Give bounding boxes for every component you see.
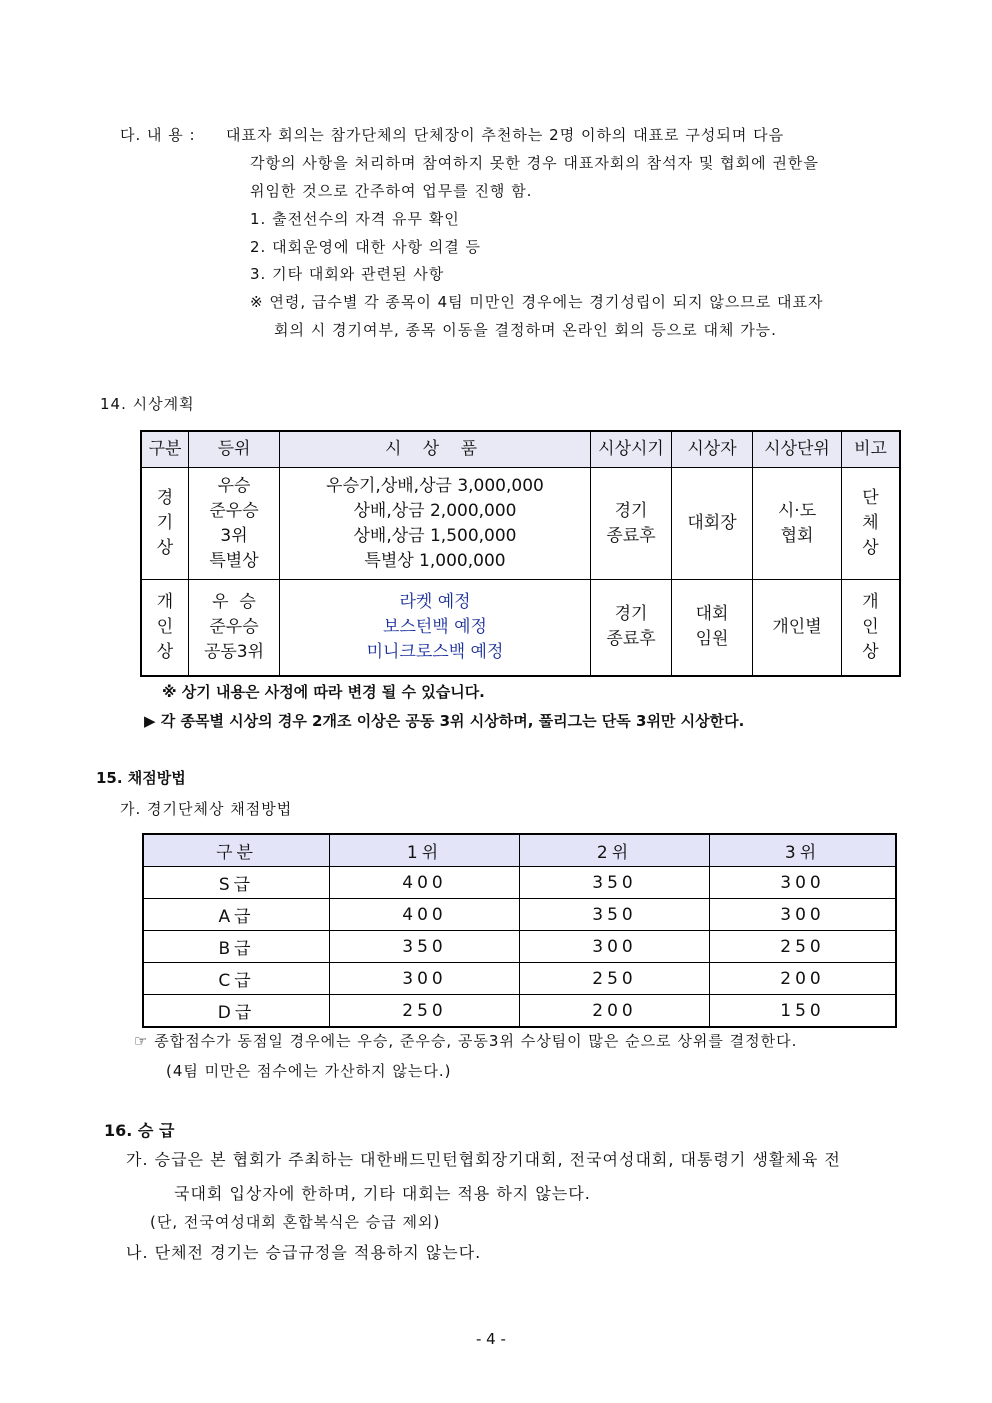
score-header-cell: 1위 <box>330 834 520 867</box>
section-da-note2: 회의 시 경기여부, 종목 이동을 결정하며 온라인 회의 등으로 대체 가능. <box>274 321 777 339</box>
award-header-cell: 구분 <box>141 431 189 468</box>
award-category-cell: 개 인 상 <box>141 580 189 676</box>
award-rank-cell: 우 승 준우승 공동3위 <box>189 580 280 676</box>
score-cell: 400 <box>330 867 520 899</box>
award-unit-cell: 개인별 <box>753 580 842 676</box>
award-prize-cell: 우승기,상배,상금 3,000,000 상배,상금 2,000,000 상배,상금 1,500,000 특별상 1,000,000 <box>280 468 591 580</box>
section-da-item-1: 1. 출전선수의 자격 유무 확인 <box>250 210 460 228</box>
award-header-cell: 시상자 <box>672 431 753 468</box>
score-cell: 400 <box>330 899 520 931</box>
section15-note1: ☞ 종합점수가 동점일 경우에는 우승, 준우승, 공동3위 수상팀이 많은 순으로 상위를 결정한다. <box>134 1032 798 1050</box>
score-cell: A급 <box>143 899 330 931</box>
section16-ga-line2: 국대회 입상자에 한하며, 기타 대회는 적용 하지 않는다. <box>174 1184 591 1203</box>
award-header-cell: 비고 <box>842 431 901 468</box>
score-cell: 250 <box>330 995 520 1028</box>
section-da-label: 다. 내 용 : <box>120 126 196 144</box>
award-category-cell: 경 기 상 <box>141 468 189 580</box>
award-header-row <box>141 431 900 468</box>
section16-title: 16. 승 급 <box>104 1121 175 1140</box>
section16-ga-line1: 가. 승급은 본 협회가 주최하는 대한배드민턴협회장기대회, 전국여성대회, 대통령기 생활체육 전 <box>126 1150 841 1169</box>
award-header-cell: 시상단위 <box>753 431 842 468</box>
score-cell: S급 <box>143 867 330 899</box>
score-header-cell: 3위 <box>710 834 897 867</box>
section-da-item-3: 3. 기타 대회와 관련된 사항 <box>250 265 445 283</box>
section14-note1: ※ 상기 내용은 사정에 따라 변경 될 수 있습니다. <box>162 683 485 701</box>
page-number: - 4 - <box>476 1330 506 1348</box>
score-header-cell: 구분 <box>143 834 330 867</box>
award-note-cell: 단 체 상 <box>842 468 901 580</box>
score-cell: B급 <box>143 931 330 963</box>
award-header-cell: 등위 <box>189 431 280 468</box>
score-cell: 350 <box>330 931 520 963</box>
award-rank-cell: 우승 준우승 3위 특별상 <box>189 468 280 580</box>
section14-title: 14. 시상계획 <box>100 395 195 413</box>
score-cell: 300 <box>330 963 520 995</box>
award-header-cell: 시 상 품 <box>280 431 591 468</box>
score-row <box>143 963 896 995</box>
section16-ga-line3: (단, 전국여성대회 혼합복식은 승급 제외) <box>150 1213 441 1231</box>
award-presenter-cell: 대회장 <box>672 468 753 580</box>
section-da-line1: 대표자 회의는 참가단체의 단체장이 추천하는 2명 이하의 대표로 구성되며 다음 <box>226 126 785 144</box>
score-cell: 200 <box>520 995 710 1028</box>
section-da-note1: ※ 연령, 급수별 각 종목이 4팀 미만인 경우에는 경기성립이 되지 않으므로 대표자 <box>250 293 824 311</box>
score-cell: 300 <box>520 931 710 963</box>
score-cell: C급 <box>143 963 330 995</box>
award-presenter-cell: 대회 임원 <box>672 580 753 676</box>
score-row <box>143 931 896 963</box>
award-prize-cell: 라켓 예정 보스턴백 예정 미니크로스백 예정 <box>280 580 591 676</box>
score-table <box>142 833 897 1028</box>
score-cell: 200 <box>710 963 897 995</box>
section15-note2: (4팀 미만은 점수에는 가산하지 않는다.) <box>166 1062 452 1080</box>
score-row <box>143 899 896 931</box>
award-timing-cell: 경기 종료후 <box>591 580 672 676</box>
score-cell: D급 <box>143 995 330 1028</box>
section-da-line3: 위임한 것으로 간주하여 업무를 진행 함. <box>250 182 533 200</box>
award-header-cell: 시상시기 <box>591 431 672 468</box>
award-row-team <box>141 468 900 580</box>
score-cell: 300 <box>710 867 897 899</box>
score-row <box>143 867 896 899</box>
score-cell: 250 <box>520 963 710 995</box>
score-header-cell: 2위 <box>520 834 710 867</box>
section-da-item-2: 2. 대회운영에 대한 사항 의결 등 <box>250 238 482 256</box>
section15-title: 15. 채점방법 <box>96 769 186 787</box>
section14-note2: ▶ 각 종목별 시상의 경우 2개조 이상은 공동 3위 시상하며, 풀리그는 단독 3위만 시상한다. <box>144 712 745 730</box>
section15-subtitle: 가. 경기단체상 채점방법 <box>120 800 293 818</box>
award-timing-cell: 경기 종료후 <box>591 468 672 580</box>
section16-na: 나. 단체전 경기는 승급규정을 적용하지 않는다. <box>126 1243 482 1262</box>
score-cell: 250 <box>710 931 897 963</box>
score-cell: 150 <box>710 995 897 1028</box>
award-unit-cell: 시·도 협회 <box>753 468 842 580</box>
award-note-cell: 개 인 상 <box>842 580 901 676</box>
score-header-row <box>143 834 896 867</box>
score-row <box>143 995 896 1028</box>
score-cell: 300 <box>710 899 897 931</box>
score-cell: 350 <box>520 867 710 899</box>
award-table <box>140 430 901 677</box>
section-da-line2: 각항의 사항을 처리하며 참여하지 못한 경우 대표자회의 참석자 및 협회에 권한을 <box>250 154 819 172</box>
score-cell: 350 <box>520 899 710 931</box>
award-row-individual <box>141 580 900 676</box>
